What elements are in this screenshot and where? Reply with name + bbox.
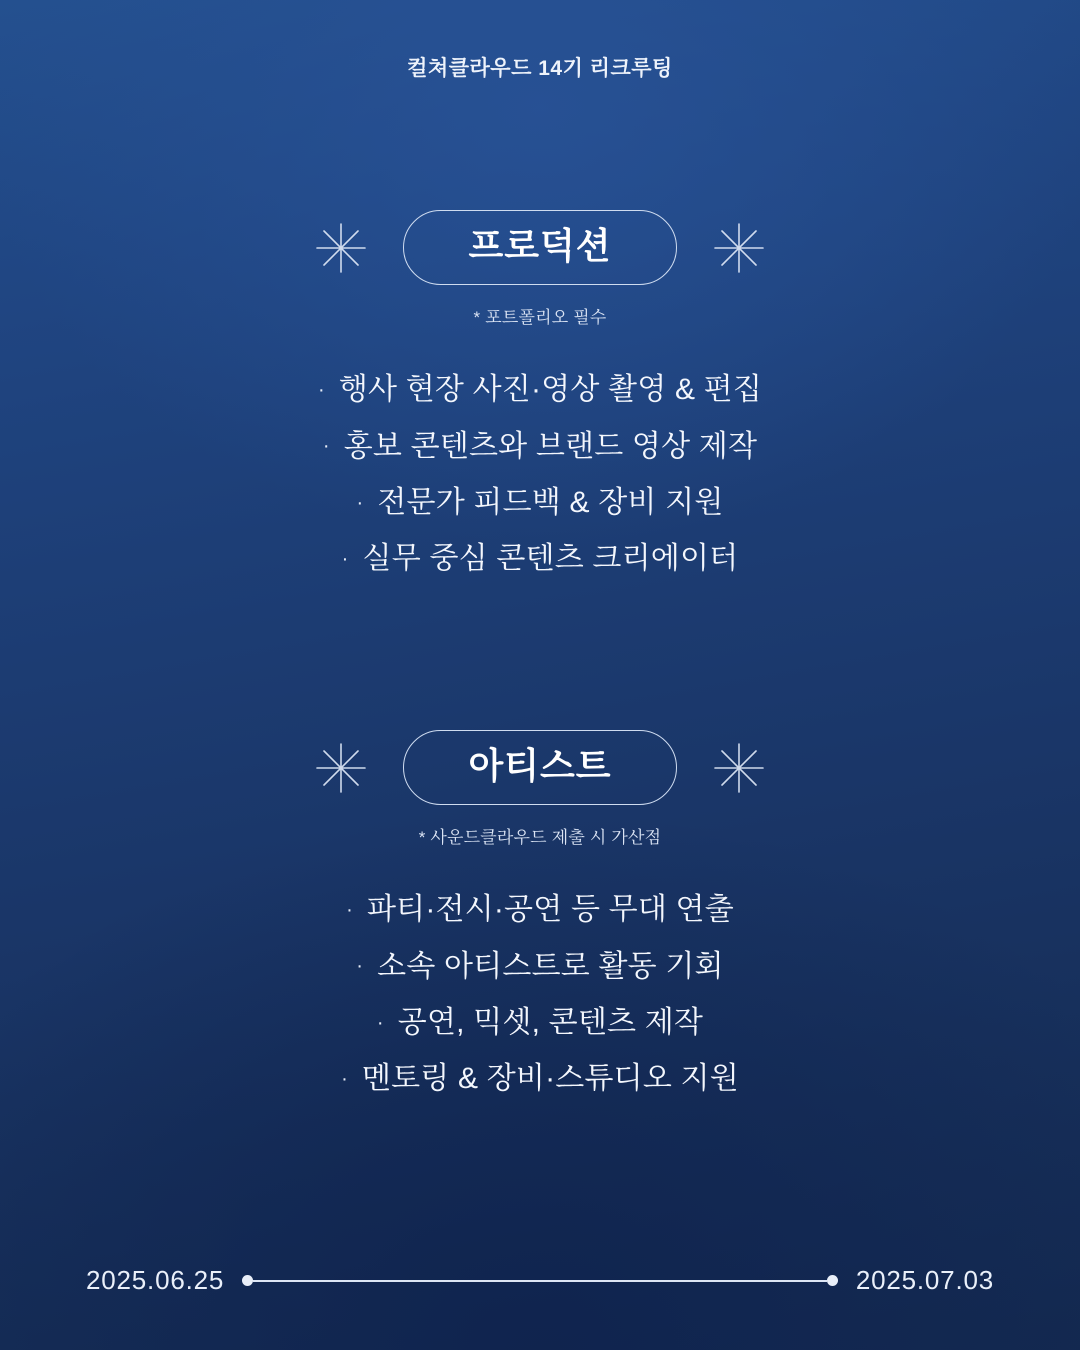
timeline-end-node-icon [827, 1275, 838, 1286]
list-item [0, 999, 1080, 1046]
recruiting-period [0, 1265, 1080, 1296]
list-item-label: 행사 현장 사진·영상 촬영 & 편집 [338, 373, 763, 407]
end-date: 2025.07.03 [855, 1265, 994, 1295]
list-item [0, 943, 1080, 990]
bullet-icon: · [346, 898, 353, 921]
role-badge-artist: 아티스트 [403, 730, 677, 805]
sparkle-icon [711, 220, 767, 276]
timeline-start-node-icon [242, 1275, 253, 1286]
bullet-icon: · [341, 1067, 348, 1090]
bullet-icon: · [376, 1011, 384, 1034]
bullet-icon: · [322, 435, 330, 458]
section-artist [0, 730, 1080, 1112]
list-item-label: 실무 중심 콘텐츠 크리에이터 [362, 542, 739, 576]
section-production [0, 210, 1080, 592]
role-badge-production: 프로덕션 [403, 210, 677, 285]
bullet-icon: · [356, 955, 364, 978]
list-item-label: 전문가 피드백 & 장비 지원 [377, 485, 724, 519]
bullet-icon: · [317, 378, 325, 401]
bullet-icon: · [341, 547, 349, 570]
list-item [0, 366, 1080, 413]
list-item [0, 535, 1080, 582]
list-item-label: 멘토링 & 장비·스튜디오 지원 [361, 1062, 739, 1096]
timeline-bar [242, 1275, 838, 1286]
timeline-line [253, 1280, 827, 1282]
start-date: 2025.06.25 [86, 1265, 225, 1295]
sparkle-icon [313, 220, 369, 276]
bullet-icon: · [356, 491, 364, 514]
list-item [0, 479, 1080, 526]
list-item [0, 1055, 1080, 1102]
badge-row-production [0, 210, 1080, 285]
list-item-label: 소속 아티스트로 활동 기회 [377, 949, 724, 983]
list-item-label: 홍보 콘텐츠와 브랜드 영상 제작 [343, 429, 758, 463]
sparkle-icon [313, 740, 369, 796]
note-artist: * 사운드클라우드 제출 시 가산점 [418, 828, 662, 848]
list-item [0, 886, 1080, 933]
sparkle-icon [711, 740, 767, 796]
list-item-label: 파티·전시·공연 등 무대 연출 [366, 893, 734, 927]
note-production: * 포트폴리오 필수 [473, 308, 607, 328]
benefit-list-production [0, 366, 1080, 582]
page-title: 컬쳐클라우드 14기 리크루팅 [407, 57, 673, 80]
badge-row-artist [0, 730, 1080, 805]
benefit-list-artist [0, 886, 1080, 1102]
list-item-label: 공연, 믹셋, 콘텐츠 제작 [397, 1005, 704, 1039]
list-item [0, 423, 1080, 470]
